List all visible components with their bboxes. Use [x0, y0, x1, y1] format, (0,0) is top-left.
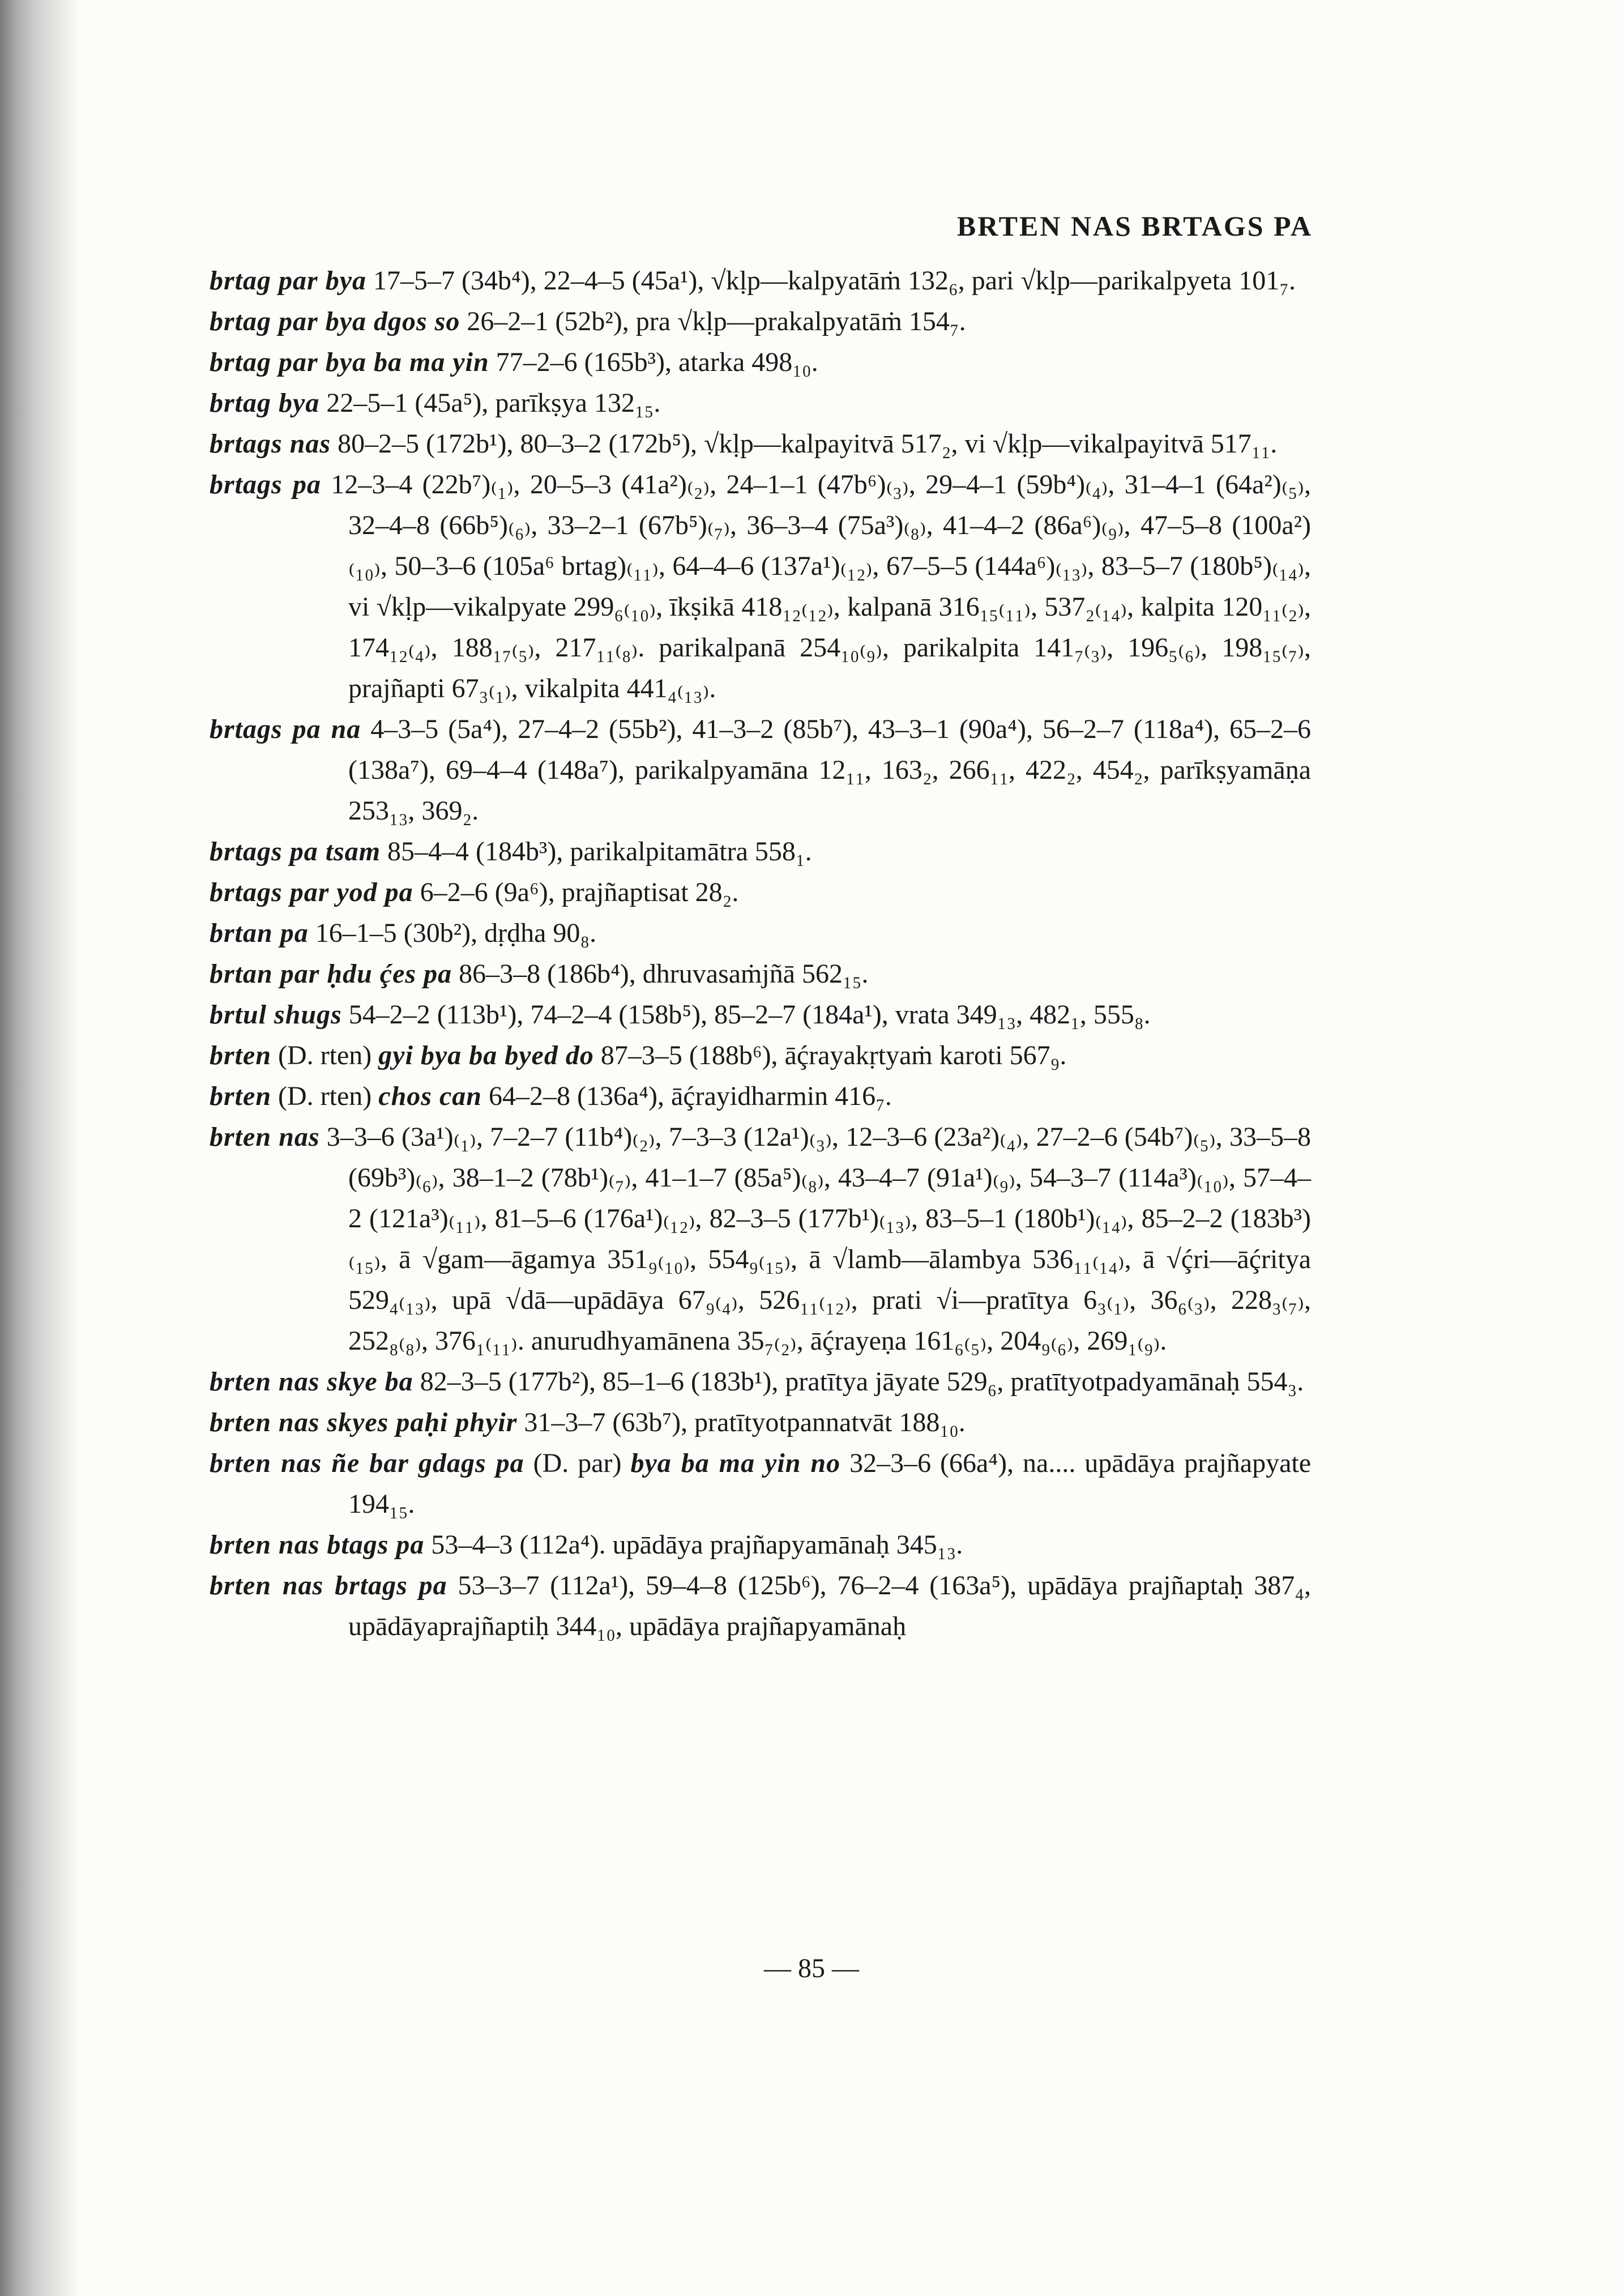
headword-continuation: gyi bya ba byed do [378, 1040, 594, 1070]
variant-note: (D. rten) [278, 1040, 372, 1070]
entry [210, 709, 1311, 831]
headword: brten nas skye ba [210, 1367, 413, 1397]
headword: brten nas ñe bar gdags pa [210, 1448, 524, 1478]
entry-refs: 82–3–5 (177b²), 85–1–6 (183b¹), pratītya jāyate 529₆, pratītyotpadyamānaḥ 554₃. [420, 1367, 1304, 1397]
headword-continuation: bya ba ma yin no [630, 1448, 841, 1478]
headword: brtan pa [210, 918, 309, 948]
entry-refs: 31–3–7 (63b⁷), pratītyotpannatvāt 188₁₀. [524, 1407, 966, 1437]
entry [210, 464, 1311, 709]
variant-note: (D. par) [533, 1448, 622, 1478]
entry [210, 1362, 1311, 1402]
entry-refs: 17–5–7 (34b⁴), 22–4–5 (45a¹), √kḷp—kalpyatāṁ 132₆, pari √kḷp—parikalpyeta 101₇. [373, 266, 1296, 296]
entry-refs: 26–2–1 (52b²), pra √kḷp—prakalpyatāṁ 154₇. [467, 306, 966, 336]
entry [210, 831, 1311, 872]
entry-refs: 80–2–5 (172b¹), 80–3–2 (172b⁵), √kḷp—kalpayitvā 517₂, vi √kḷp—vikalpayitvā 517₁₁. [338, 429, 1278, 459]
entry [210, 1443, 1311, 1525]
headword: brtag par bya dgos so [210, 306, 460, 336]
entry [210, 954, 1311, 995]
entry-refs: 53–3–7 (112a¹), 59–4–8 (125b⁶), 76–2–4 (163a⁵), upādāya prajñaptaḥ 387₄, upādāyaprajñaptiḥ 344₁₀, upādāya prajñapyamānaḥ [348, 1571, 1311, 1641]
entry-refs: 3–3–6 (3a¹)₍₁₎, 7–2–7 (11b⁴)₍₂₎, 7–3–3 (12a¹)₍₃₎, 12–3–6 (23a²)₍₄₎, 27–2–6 (54b⁷)₍₅₎, 33–5–8 (69b³)₍₆₎, 38–1–2 (78b¹)₍₇₎, 41–1–7 (85a⁵)₍₈₎, 43–4–7 (91a¹)₍₉₎, 54–3–7 (114a³)₍₁₀₎, 57–4–2 (121a³)₍₁₁₎, 81–5–6 (176a¹)₍₁₂₎, 82–3–5 (177b¹)₍₁₃₎, 83–5–1 (180b¹)₍₁₄₎, 85–2–2 (183b³)₍₁₅₎, ā √gam—āgamya 351₉₍₁₀₎, 554₉₍₁₅₎, ā √lamb—ālambya 536₁₁₍₁₄₎, ā √ḉri—āḉritya 529₄₍₁₃₎, upā √dā—upādāya 67₉₍₄₎, 526₁₁₍₁₂₎, prati √i—pratītya 6₃₍₁₎, 36₆₍₃₎, 228₃₍₇₎, 252₈₍₈₎, 376₁₍₁₁₎. anurudhyamānena 35₇₍₂₎, āḉrayeṇa 161₆₍₅₎, 204₉₍₆₎, 269₁₍₉₎. [326, 1122, 1311, 1356]
entry [210, 995, 1311, 1035]
entry-refs: 22–5–1 (45a⁵), parīkṣya 132₁₅. [326, 388, 661, 418]
headword: brtan par ḥdu ḉes pa [210, 959, 452, 989]
headword: brtag bya [210, 388, 320, 418]
headword: brtags pa na [210, 714, 361, 744]
entry [210, 1565, 1311, 1647]
entry [210, 383, 1311, 424]
entry-refs: 54–2–2 (113b¹), 74–2–4 (158b⁵), 85–2–7 (184a¹), vrata 349₁₃, 482₁, 555₈. [348, 1000, 1151, 1030]
entry-refs: 86–3–8 (186b⁴), dhruvasaṁjñā 562₁₅. [459, 959, 869, 989]
headword: brten nas skyes paḥi phyir [210, 1407, 518, 1437]
entry [210, 872, 1311, 913]
headword: brten [210, 1040, 272, 1070]
headword: brten nas [210, 1122, 320, 1152]
headword: brtags par yod pa [210, 877, 413, 907]
entry-refs: 87–3–5 (188b⁶), āḉrayakṛtyaṁ karoti 567₉. [600, 1040, 1067, 1070]
entry-refs: 12–3–4 (22b⁷)₍₁₎, 20–5–3 (41a²)₍₂₎, 24–1–1 (47b⁶)₍₃₎, 29–4–1 (59b⁴)₍₄₎, 31–4–1 (64a²)₍₅₎, 32–4–8 (66b⁵)₍₆₎, 33–2–1 (67b⁵)₍₇₎, 36–3–4 (75a³)₍₈₎, 41–4–2 (86a⁶)₍₉₎, 47–5–8 (100a²)₍₁₀₎, 50–3–6 (105a⁶ brtag)₍₁₁₎, 64–4–6 (137a¹)₍₁₂₎, 67–5–5 (144a⁶)₍₁₃₎, 83–5–7 (180b⁵)₍₁₄₎, vi √kḷp—vikalpyate 299₆₍₁₀₎, īkṣikā 418₁₂₍₁₂₎, kalpanā 316₁₅₍₁₁₎, 537₂₍₁₄₎, kalpita 120₁₁₍₂₎, 174₁₂₍₄₎, 188₁₇₍₅₎, 217₁₁₍₈₎. parikalpanā 254₁₀₍₉₎, parikalpita 141₇₍₃₎, 196₅₍₆₎, 198₁₅₍₇₎, prajñapti 67₃₍₁₎, vikalpita 441₄₍₁₃₎. [331, 470, 1312, 703]
headword: brtag par bya [210, 266, 366, 296]
entry [210, 1076, 1311, 1117]
entry-refs: 6–2–6 (9a⁶), prajñaptisat 28₂. [420, 877, 739, 907]
headword: brten [210, 1081, 272, 1111]
entry-refs: 77–2–6 (165b³), atarka 498₁₀. [496, 347, 818, 377]
entry-refs: 32–3–6 (66a⁴), na.... upādāya prajñapyate 194₁₅. [348, 1448, 1312, 1519]
headword: brtags pa [210, 470, 321, 500]
entry-refs: 85–4–4 (184b³), parikalpitamātra 558₁. [387, 837, 812, 867]
entry [210, 1035, 1311, 1076]
headword: brtags pa tsam [210, 837, 381, 867]
entry [210, 1402, 1311, 1443]
headword: brtul shugs [210, 1000, 342, 1030]
dictionary-entries [210, 261, 1311, 1647]
variant-note: (D. rten) [278, 1081, 372, 1111]
headword: brtags nas [210, 429, 331, 459]
entry [210, 1117, 1311, 1362]
entry [210, 1525, 1311, 1565]
headword: brten nas btags pa [210, 1530, 425, 1560]
headword: brtag par bya ba ma yin [210, 347, 489, 377]
headword-continuation: chos can [378, 1081, 482, 1111]
binding-shadow [0, 0, 79, 2296]
entry [210, 301, 1311, 342]
entry-refs: 64–2–8 (136a⁴), āḉrayidharmin 416₇. [488, 1081, 892, 1111]
entry [210, 424, 1311, 464]
entry [210, 913, 1311, 954]
running-head: BRTEN NAS BRTAGS PA [956, 210, 1313, 242]
entry [210, 342, 1311, 383]
entry-refs: 4–3–5 (5a⁴), 27–4–2 (55b²), 41–3–2 (85b⁷), 43–3–1 (90a⁴), 56–2–7 (118a⁴), 65–2–6 (138a⁷), 69–4–4 (148a⁷), parikalpyamāna 12₁₁, 163₂, 266₁₁, 422₂, 454₂, parīkṣyamāṇa 253₁₃, 369₂. [348, 714, 1312, 826]
headword: brten nas brtags pa [210, 1571, 447, 1601]
entry-refs: 53–4–3 (112a⁴). upādāya prajñapyamānaḥ 345₁₃. [431, 1530, 963, 1560]
entry [210, 261, 1311, 301]
entry-refs: 16–1–5 (30b²), dṛḍha 90₈. [315, 918, 597, 948]
page-number: — 85 — [764, 1953, 859, 1983]
